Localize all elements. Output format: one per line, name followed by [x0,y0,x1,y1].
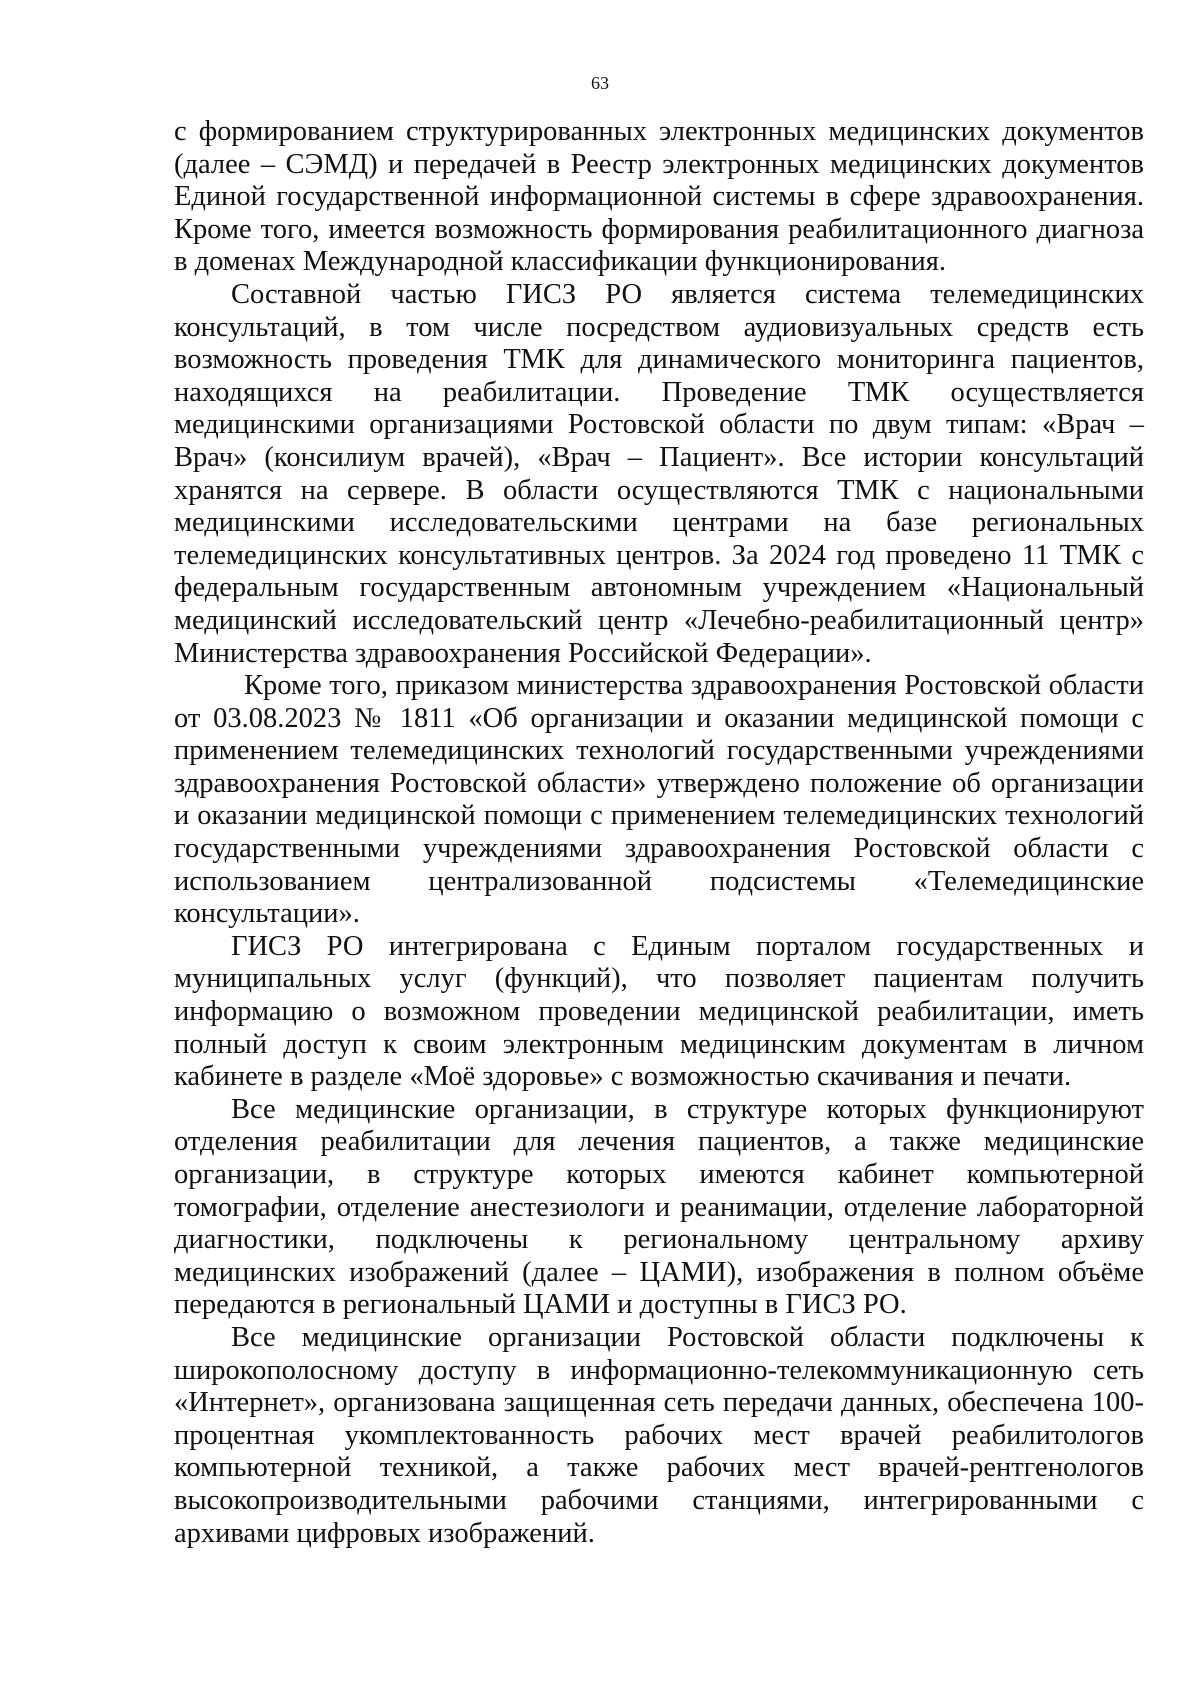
paragraph-semd-continuation: с формированием структурированных электронных медицинских документов (далее – СЭМД) и передачей в Реестр электронных медицинских документов Единой государственной информационной системы в сфере здравоохранения. Кроме того, имеется возможность формирования реабилитационного диагноза в доменах Международной классификации функционирования. [174,116,1144,278]
page-number: 63 [591,73,609,93]
paragraph-central-image-archive: Все медицинские организации, в структуре которых функционируют отделения реабилитации для лечения пациентов, а также медицинские организации, в структуре которых имеются кабинет компьютерной томографии, отделение анестезиологи и реанимации, отделение лабораторной диагностики, подключены к региональному центральному архиву медицинских изображений (далее – ЦАМИ), изображения в полном объёме передаются в региональный ЦАМИ и доступны в ГИСЗ РО. [174,1093,1144,1321]
paragraph-internet-access: Все медицинские организации Ростовской области подключены к широкополосному доступу в информационно-телекоммуникационную сеть «Интернет», организована защищенная сеть передачи данных, обеспечена 100-процентная укомплектованность рабочих мест врачей реабилитологов компьютерной техникой, а также рабочих мест врачей-рентгенологов высокопроизводительными рабочими станциями, интегрированными с архивами цифровых изображений. [174,1321,1144,1549]
paragraph-telemedicine-consultations: Составной частью ГИСЗ РО является система телемедицинских консультаций, в том числе посредством аудиовизуальных средств есть возможность проведения ТМК для динамического мониторинга пациентов, находящихся на реабилитации. Проведение ТМК осуществляется медицинскими организациями Ростовской области по двум типам: «Врач – Врач» (консилиум врачей), «Врач – Пациент». Все истории консультаций хранятся на сервере. В области осуществляются ТМК с национальными медицинскими исследовательскими центрами на базе региональных телемедицинских консультативных центров. За 2024 год проведено 11 ТМК с федеральным государственным автономным учреждением «Национальный медицинский исследовательский центр «Лечебно-реабилитационный центр» Министерства здравоохранения Российской Федерации». [174,278,1144,669]
paragraph-public-services-portal: ГИСЗ РО интегрирована с Единым порталом государственных и муниципальных услуг (функций), что позволяет пациентам получить информацию о возможном проведении медицинской реабилитации, иметь полный доступ к своим электронным медицинским документам в личном кабинете в разделе «Моё здоровье» с возможностью скачивания и печати. [174,930,1144,1093]
paragraph-ministry-order: Кроме того, приказом министерства здравоохранения Ростовской области от 03.08.2023 № 1811 «Об организации и оказании медицинской помощи с применением телемедицинских технологий государственными учреждениями здравоохранения Ростовской области» утверждено положение об организации и оказании медицинской помощи с применением телемедицинских технологий государственными учреждениями здравоохранения Ростовской области с использованием централизованной подсистемы «Телемедицинские консультации». [174,670,1144,930]
document-body [174,116,1144,1550]
